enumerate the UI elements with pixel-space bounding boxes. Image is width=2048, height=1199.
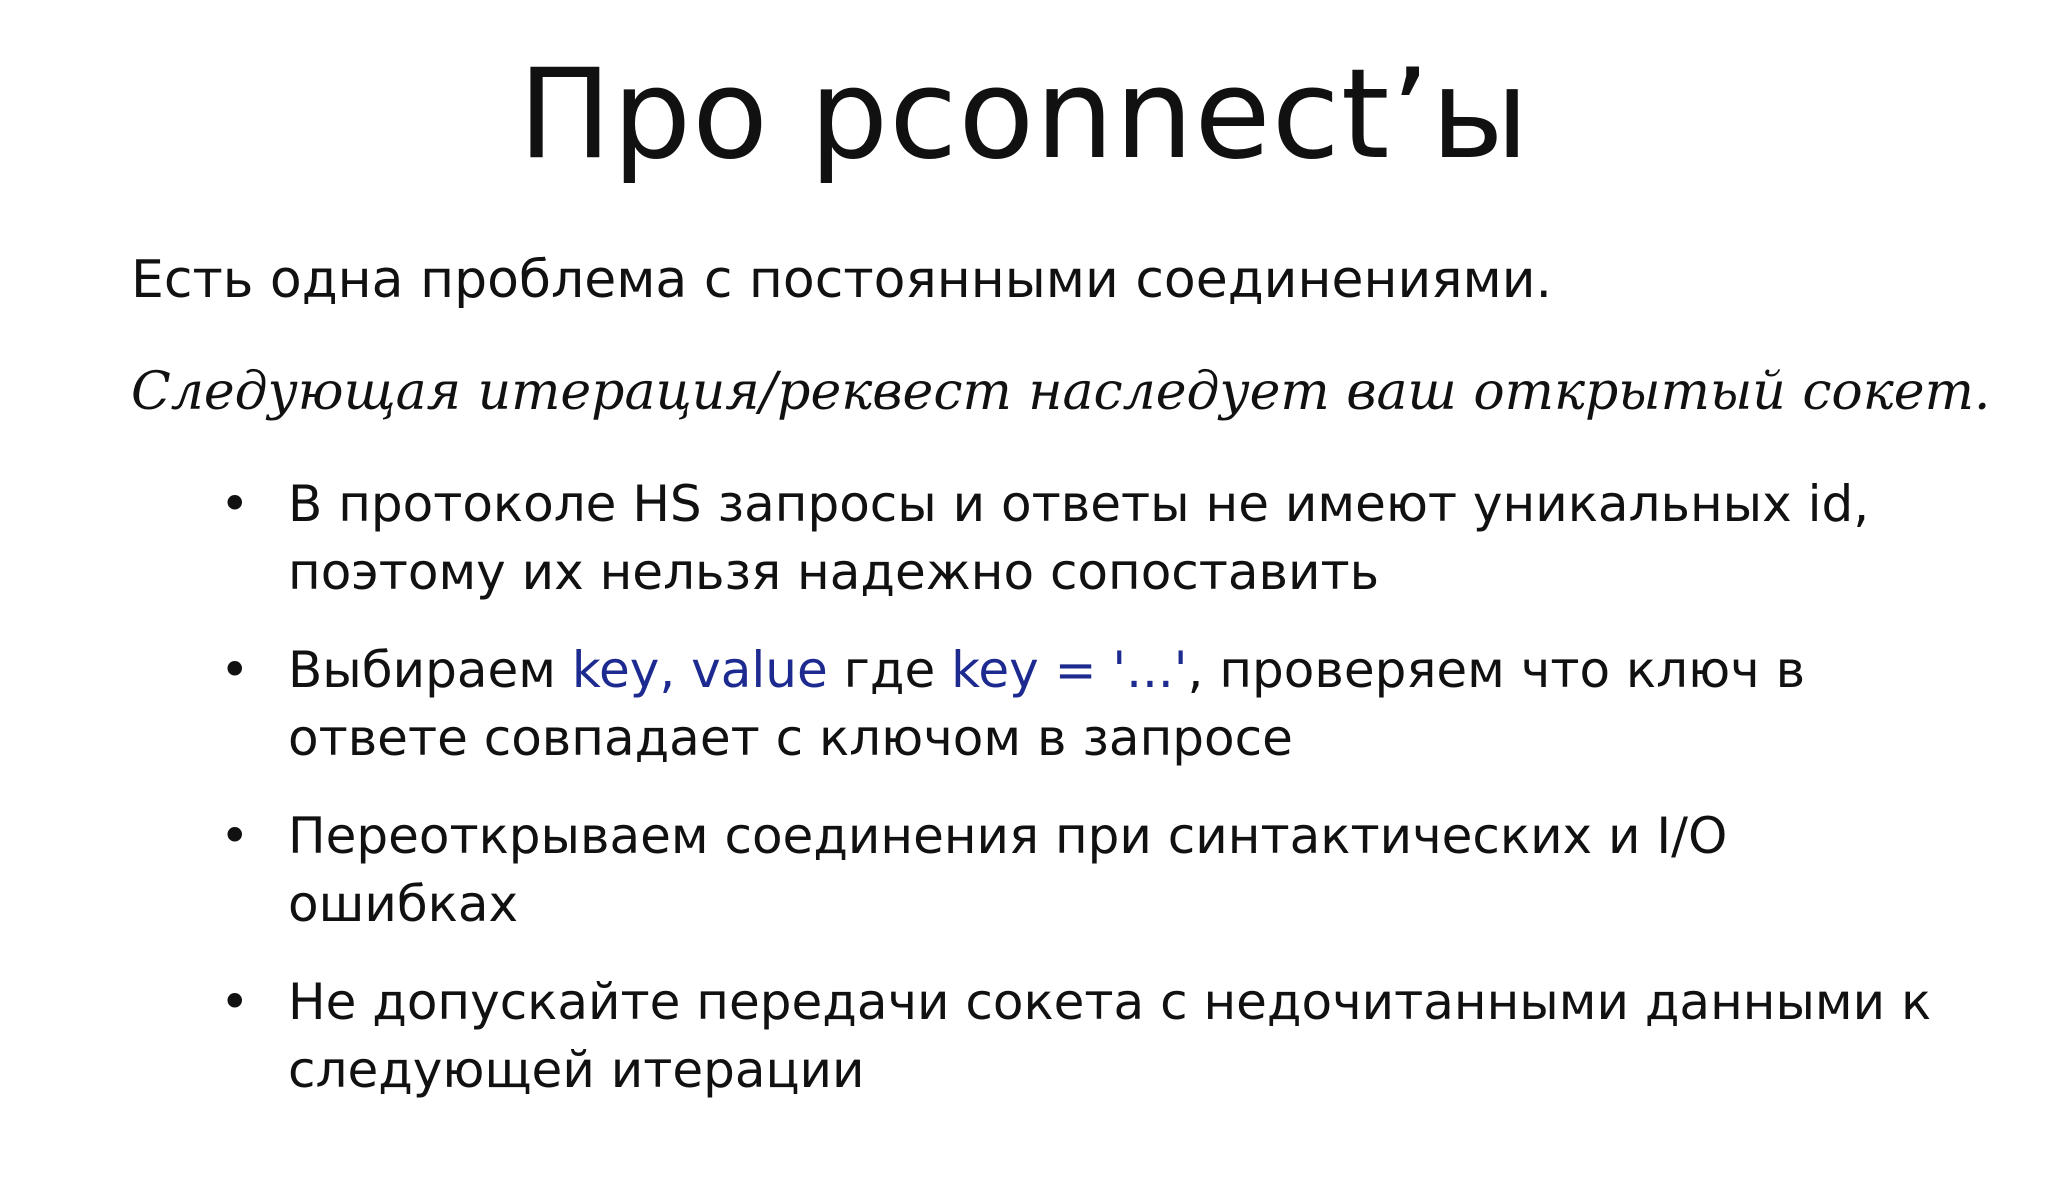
bullet-list xyxy=(220,470,2000,1134)
bullet-text-line: Не допускайте передачи сокета с недочитанными данными к xyxy=(288,973,1932,1031)
bullet-item xyxy=(220,470,2000,606)
bullet-icon: • xyxy=(220,475,250,533)
bullet-text-line: ответе совпадает с ключом в запросе xyxy=(288,709,1293,767)
bullet-icon: • xyxy=(220,807,250,865)
code-fragment: key = '...' xyxy=(951,641,1188,699)
bullet-text-line: ошибках xyxy=(288,875,519,933)
bullet-text-prefix: Выбираем xyxy=(288,641,572,699)
bullet-icon: • xyxy=(220,973,250,1031)
bullet-text-line: Переоткрываем соединения при синтактических и I/O xyxy=(288,807,1728,865)
slide-title: Про pconnect’ы xyxy=(518,43,1530,187)
code-fragment: key, value xyxy=(571,641,828,699)
bullet-text-line: поэтому их нельзя надежно сопоставить xyxy=(288,543,1380,601)
bullet-text-middle: где xyxy=(827,641,952,699)
bullet-item xyxy=(220,802,2000,938)
bullet-item xyxy=(220,636,2000,772)
bullet-item xyxy=(220,968,2000,1104)
bullet-icon: • xyxy=(220,641,250,699)
bullet-text-suffix: , проверяем что ключ в xyxy=(1187,641,1806,699)
intro-italic-text: Следующая итерация/реквест наследует ваш открытый сокет. xyxy=(131,362,1991,422)
intro-text: Есть одна проблема с постоянными соединениями. xyxy=(131,250,1553,310)
bullet-text-line: В протоколе HS запросы и ответы не имеют уникальных id, xyxy=(288,475,1870,533)
bullet-text-line: следующей итерации xyxy=(288,1041,865,1099)
